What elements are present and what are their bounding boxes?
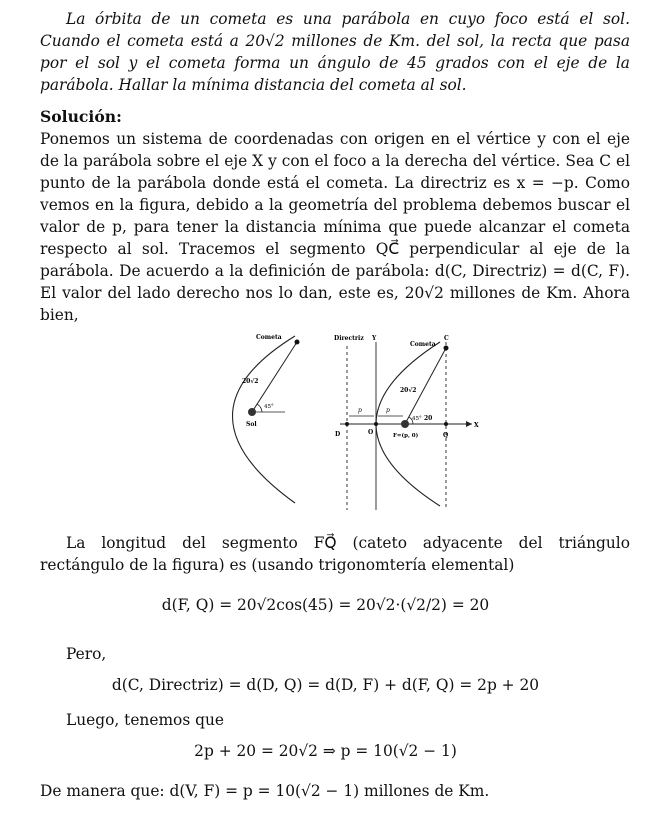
left-angle-label: 45° <box>264 404 274 410</box>
q-point <box>444 422 448 426</box>
segment-text: La longitud del segmento FQ⃗ (cateto adyacente del triángulo rectángulo de la figura) es (usando trigonomtería elemental) <box>40 534 630 574</box>
pero-text: Pero, <box>66 645 107 663</box>
left-comet-point <box>295 340 300 345</box>
x-axis-arrow <box>466 421 472 427</box>
twenty-label: 20 <box>424 415 433 422</box>
left-angle-arc <box>257 404 262 412</box>
sun-label: Sol <box>246 421 257 428</box>
right-diagram <box>334 335 479 510</box>
solution-text: Ponemos un sistema de coordenadas con origen en el vértice y con el eje de la parábola sobre el eje X y con el foco a la derecha del vértice. Sea C el punto de la parábola donde está el cometa. La directriz es x = −p. Como vemos en la figura, debido a la geometría del problema debemos buscar el valor de p, para tener la distancia mínima que puede alcanzar el cometa respecto al sol. Tracemos el segmento QC⃗ perpendicular al eje de la parábola. De acuerdo a la definición de parábola: d(C, Directriz) = d(C, F). El valor del lado derecho nos lo dan, este es, 20√2 millones de Km. Ahora bien, <box>40 130 630 324</box>
right-comet-label: Cometa <box>410 341 436 348</box>
origin-label: O <box>368 429 374 436</box>
problem-text: La órbita de un cometa es una parábola en cuyo foco está el sol. Cuando el cometa está a 20√2 millones de Km. del sol, la recta que pasa por el sol y el cometa forma un ángulo de 45 grados con el eje de la parábola. Hallar la mínima distancia del cometa al sol. <box>40 10 630 94</box>
focus-point <box>401 420 409 428</box>
sun-point <box>248 408 256 416</box>
left-comet-label: Cometa <box>256 334 282 341</box>
left-distance-label: 20√2 <box>242 378 259 385</box>
final-answer: De manera que: d(V, F) = p = 10(√2 − 1) millones de Km. <box>40 782 490 800</box>
parabola-figure <box>200 328 490 513</box>
segment-text-block <box>40 532 630 576</box>
d-point <box>345 422 349 426</box>
left-diagram <box>233 334 300 503</box>
right-angle-label: 45° <box>412 416 422 422</box>
solution-title: Solución: <box>40 107 122 126</box>
equation-p: 2p + 20 = 20√2 ⇒ p = 10(√2 − 1) <box>194 742 457 760</box>
equation-directrix: d(C, Directriz) = d(D, Q) = d(D, F) + d(F, Q) = 2p + 20 <box>111 676 540 694</box>
d-label: D <box>335 431 341 438</box>
y-axis-label: Y <box>372 335 377 342</box>
q-label: Q <box>443 432 449 439</box>
x-axis-label: X <box>474 422 479 429</box>
c-point <box>444 346 449 351</box>
solution-body <box>40 128 630 326</box>
equation-fq: d(F, Q) = 20√2cos(45) = 20√2·(√2/2) = 20 <box>161 596 490 614</box>
left-parabola <box>233 336 296 503</box>
p-label-right: p <box>386 407 390 414</box>
right-distance-label: 20√2 <box>400 387 417 394</box>
right-comet-line <box>405 348 446 424</box>
c-label: C <box>444 335 449 342</box>
p-label-left: p <box>358 407 362 414</box>
vertex-point <box>374 422 378 426</box>
directrix-label: Directriz <box>334 335 364 342</box>
focus-label: F=(p, 0) <box>393 433 419 439</box>
left-comet-line <box>252 342 297 412</box>
luego-text: Luego, tenemos que <box>66 711 224 729</box>
problem-statement <box>40 8 630 96</box>
